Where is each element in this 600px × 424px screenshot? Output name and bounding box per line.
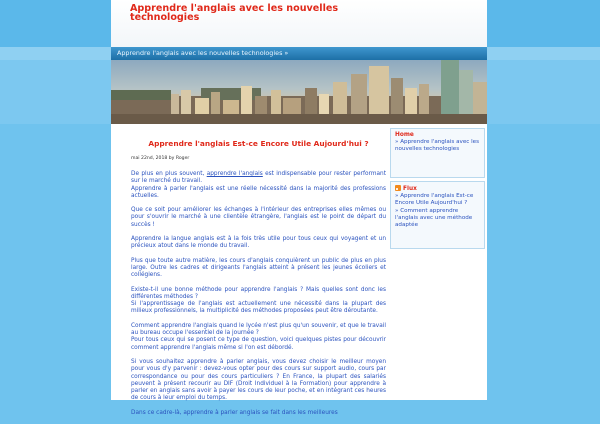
sidebar-flux-item[interactable]: » Comment apprendre l'anglais avec une méthode adaptée: [395, 207, 473, 229]
sidebar-home-link[interactable]: » Apprendre l'anglais avec les nouvelles technologies: [395, 139, 480, 153]
sidebar-flux-box: [390, 181, 485, 249]
post-text: Si l'apprentissage de l'anglais est actuellement une nécessité dans la plupart des milieux professionnels, la multiplicité des méthodes proposées peut être déroutante.: [131, 301, 386, 315]
post-paragraph: Que ce soit pour améliorer les échanges à l'intérieur des entreprises elles mêmes ou pour s'ouvrir le marché à une clientèle étrangère, l'anglais est le point de départ du succès !: [131, 207, 386, 228]
post-paragraph: Dans ce cadre-là, apprendre à parler anglais se fait dans les meilleures: [131, 409, 338, 416]
sidebar-home-box: [390, 128, 485, 178]
sidebar: [390, 128, 485, 249]
post-text: est indispensable pour rester performant sur le marché du travail.: [131, 171, 387, 185]
post-text: Existe-t-il une bonne méthode pour apprendre l'anglais ? Mais quelles sont donc les différentes méthodes ?: [131, 286, 386, 300]
post-paragraph: [131, 171, 386, 200]
sidebar-flux-title[interactable]: [395, 185, 480, 193]
sidebar-flux-label: Flux: [403, 186, 417, 192]
post-paragraph: Plus que toute autre matière, les cours d'anglais conquièrent un public de plus en plus large. Outre les cadres et dirigeants l'anglais atteint à présent les jeunes écoliers et collégiens.: [131, 257, 386, 279]
page-wrapper: [111, 0, 487, 416]
sidebar-flux-item[interactable]: » Apprendre l'anglais Est-ce Encore Utile Aujourd'hui ?: [395, 193, 474, 207]
post-title-link[interactable]: Apprendre l'anglais Est-ce Encore Utile Aujourd'hui ?: [148, 139, 369, 148]
site-title-link[interactable]: Apprendre l'anglais avec les nouvelles technologies: [130, 3, 339, 23]
rss-icon[interactable]: [395, 185, 401, 191]
post-paragraph: Si vous souhaitez apprendre à parler anglais, vous devez choisir le meilleur moyen pour vous d'y parvenir : devez-vous opter pour des cours sur support audio, cours par correspondance ou pour des cours particuliers ? En France, la plupart des salariés peuvent à présent recourir au DIF (Droit Individuel à la Formation) pour apprendre à parler en anglais sans avoir à payer les cours de leur poche, et en intégrant ces heures de cours à leur emploi du temps.: [131, 358, 386, 402]
apprendre-anglais-link[interactable]: apprendre l'anglais: [206, 171, 263, 177]
post-text: Pour tous ceux qui se posent ce type de question, voici quelques pistes pour découvrir comment apprendre l'anglais même si l'on est débordé.: [131, 337, 386, 351]
header-banner-image: [111, 60, 487, 124]
header: [111, 0, 487, 47]
nav-link-home[interactable]: Apprendre l'anglais avec les nouvelles technologies »: [117, 49, 289, 57]
post-text: De plus en plus souvent,: [131, 171, 207, 177]
sidebar-home-title: Home: [395, 132, 414, 138]
post-paragraph: [131, 287, 386, 316]
main-content: [131, 139, 386, 424]
post-text: Comment apprendre l'anglais quand le lycée n'est plus qu'un souvenir, et que le travail au bureau occupe l'essentiel de la journée ?: [131, 322, 386, 337]
nav-bar: [111, 47, 487, 60]
post-paragraph: [131, 323, 386, 352]
post-meta: mai 22nd, 2018 by Roger: [131, 156, 190, 161]
post-text: Apprendre à parler l'anglais est une réelle nécessité dans la majorité des professions actuelles.: [131, 185, 386, 199]
post-paragraph: Apprendre la langue anglais est à la fois très utile pour tous ceux qui voyagent et un précieux atout dans le monde du travail.: [131, 236, 386, 250]
